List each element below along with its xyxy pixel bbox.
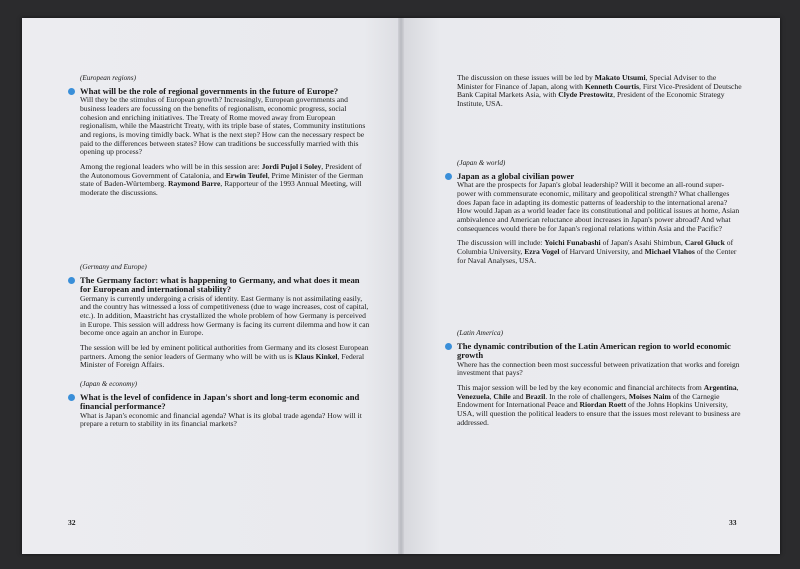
section-leaders: The session will be led by eminent political authorities from Germany and its closest European partners. Among the senior leaders of Germany who will be with us is Klaus Kinkel, Federal Minister of Foreign Affairs. [80,343,369,370]
section-heading: Japan as a global civilian power [457,172,743,181]
right-intro [457,74,743,109]
section-leaders: The discussion will include: Yoichi Funabashi of Japan's Asahi Shimbun, Carol Gluck of Columbia University, Ezra Vogel of Harvard University, and Michael Vlahos of the Center for Naval Analyses, USA. [457,238,737,265]
bullet-icon [68,277,75,284]
section-tag: (Japan & economy) [80,380,138,388]
section-heading: The dynamic contribution of the Latin American region to world economic growth [457,342,743,361]
section-heading: What will be the role of regional governments in the future of Europe? [80,87,370,96]
section-tag: (European regions) [80,74,136,82]
section-japan-world [457,159,743,265]
bullet-icon [68,88,75,95]
page-number-left: 32 [68,518,76,527]
section-heading: What is the level of confidence in Japan's short and long-term economic and financial performance? [80,393,370,412]
page-number-right: 33 [729,518,737,527]
section-body: Will they be the stimulus of European growth? Increasingly, European governments and business leaders are focussing on the benefits of regionalism, economic progress, social cohesion and enriching initiatives. The Treaty of Rome moved away from European regionalism, while the Maastricht Treaty, with its triple base of states, Community institutions and regions, is moving timidly back. What is the next step? How can the necessary respect be paid to the differences between states? How can traditions be successfully married with this opening up process? [80,95,366,157]
section-european-regions [80,74,370,198]
section-leaders: This major session will be led by the key economic and financial architects from Argentina, Venezuela, Chile and Brazil. In the role of challengers, Moises Naim of the Carnegie Endowment for International Peace and Riordan Roett of the Johns Hopkins University, USA, will question the political leaders to ensure that the issues most relevant to business are addressed. [457,382,741,427]
bullet-icon [68,394,75,401]
section-body: Germany is currently undergoing a crisis of identity. East Germany is not assimilating easily, and the country has witnessed a loss of competitiveness (due to wage increases, cost of capital, etc.). In addition, Maastricht has crystallized the whole problem of how Germany is perceived in Europe. This session will address how Germany is facing its current dilemma and how it can become once again an anchor in Europe. [80,293,370,338]
bullet-icon [445,343,452,350]
section-latin-america [457,329,743,427]
section-body: Where has the connection been most successful between privatization that works and foreign investment that pays? [457,359,740,378]
intro-text: The discussion on these issues will be led by Makato Utsumi, Special Adviser to the Minister for Finance of Japan, along with Kenneth Courtis, First Vice-President of Deutsche Bank Capital Markets Asia, with Clyde Prestowitz, President of the Economic Strategy Institute, USA. [457,73,742,109]
section-tag: (Germany and Europe) [80,263,147,271]
section-japan-economy [80,380,370,429]
bullet-icon [445,173,452,180]
section-body: What are the prospects for Japan's global leadership? Will it become an all-round super-power with commensurate economic, military and geopolitical strength? What challenges does Japan face in adapting its domestic patterns of leadership to the international arena? How would Japan as a world leader face its constitutional and political issues at home, Asian ambivalence and American reluctance about increases in Japan's power abroad? And what consequences would there be for Japan's regional relations within Asia and the Pacific? [457,180,740,233]
page-gutter [398,18,404,554]
section-germany-europe [80,263,370,370]
section-tag: (Japan & world) [457,159,506,167]
section-heading: The Germany factor: what is happening to Germany, and what does it mean for European and international stability? [80,276,370,295]
section-body: What is Japan's economic and financial agenda? What is its global trade agenda? How will it prepare a return to stability in its financial markets? [80,410,362,429]
section-leaders: Among the regional leaders who will be in this session are: Jordi Pujol i Soley, President of the Autonomous Government of Catalonia, and Erwin Teufel, Prime Minister of the German state of Baden-Würtemberg. Raymond Barre, Rapporteur of the 1993 Annual Meeting, will moderate the discussions. [80,162,364,198]
section-tag: (Latin America) [457,329,503,337]
